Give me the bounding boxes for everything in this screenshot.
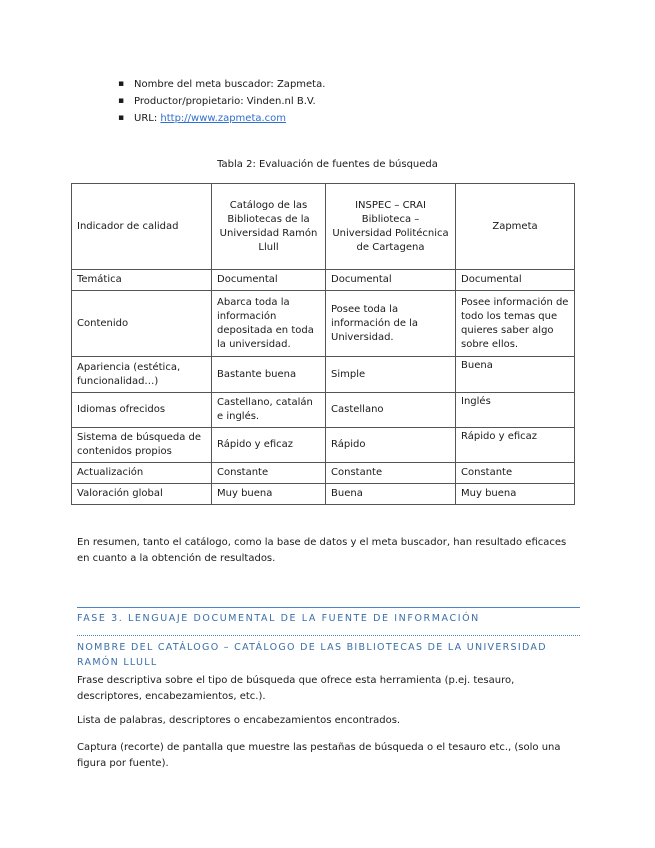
table-cell: Inglés: [456, 393, 575, 428]
evaluation-table: [71, 183, 575, 505]
zapmeta-url-link[interactable]: http://www.zapmeta.com: [160, 113, 287, 124]
table-cell: Muy buena: [212, 484, 326, 505]
table-cell: Castellano, catalán e inglés.: [212, 393, 326, 428]
table-cell: Constante: [456, 463, 575, 484]
table-cell: Documental: [456, 270, 575, 291]
screenshot-paragraph: Captura (recorte) de pantalla que muestre las pestañas de búsqueda o el tesauro etc., (solo una figura por fuente).: [77, 742, 561, 769]
table-cell: Simple: [326, 357, 456, 393]
table-cell: Muy buena: [456, 484, 575, 505]
summary-paragraph: En resumen, tanto el catálogo, como la base de datos y el meta buscador, han resultado eficaces en cuanto a la obtención de resultados.: [77, 537, 567, 564]
metasearch-name: Nombre del meta buscador: Zapmeta.: [134, 79, 326, 90]
list-item: [118, 110, 325, 127]
url-label: URL:: [134, 113, 161, 124]
table-row: [72, 291, 575, 357]
table-cell: Buena: [456, 357, 575, 393]
table-row: [72, 484, 575, 505]
table-row: [72, 393, 575, 428]
table-header-cell: Catálogo de las Bibliotecas de la Universidad Ramón Llull: [212, 184, 326, 270]
table-cell: Apariencia (estética, funcionalidad…): [72, 357, 212, 393]
source-info-list: [118, 76, 325, 127]
table-cell: Posee información de todo los temas que quieres saber algo sobre ellos.: [456, 291, 575, 357]
table-header-cell: Zapmeta: [456, 184, 575, 270]
table-cell: Documental: [326, 270, 456, 291]
table-cell: Constante: [326, 463, 456, 484]
list-item: [118, 76, 325, 93]
table-header-row: [72, 184, 575, 270]
table-cell: Rápido y eficaz: [456, 428, 575, 463]
table-header-cell: Indicador de calidad: [72, 184, 212, 270]
table-cell: Actualización: [72, 463, 212, 484]
table-cell: Abarca toda la información depositada en toda la universidad.: [212, 291, 326, 357]
table-row: [72, 270, 575, 291]
table-cell: Rápido y eficaz: [212, 428, 326, 463]
table-cell: Idiomas ofrecidos: [72, 393, 212, 428]
table-caption: Tabla 2: Evaluación de fuentes de búsqueda: [217, 159, 438, 170]
table-header-cell: INSPEC – CRAI Biblioteca – Universidad Politécnica de Cartagena: [326, 184, 456, 270]
table-cell: Contenido: [72, 291, 212, 357]
table-cell: Temática: [72, 270, 212, 291]
table-cell: Posee toda la información de la Universidad.: [326, 291, 456, 357]
table-row: [72, 463, 575, 484]
table-cell: Documental: [212, 270, 326, 291]
list-item: [118, 93, 325, 110]
owner-name: Productor/propietario: Vinden.nl B.V.: [134, 96, 316, 107]
table-cell: Bastante buena: [212, 357, 326, 393]
table-cell: Sistema de búsqueda de contenidos propios: [72, 428, 212, 463]
table-row: [72, 428, 575, 463]
word-list-paragraph: Lista de palabras, descriptores o encabezamientos encontrados.: [77, 715, 401, 726]
table-cell: Castellano: [326, 393, 456, 428]
catalog-subheading: NOMBRE DEL CATÁLOGO – CATÁLOGO DE LAS BIBLIOTECAS DE LA UNIVERSIDAD RAMÓN LLULL: [77, 635, 580, 670]
phase-heading: FASE 3. LENGUAJE DOCUMENTAL DE LA FUENTE DE INFORMACIÓN: [77, 607, 580, 624]
table-row: [72, 357, 575, 393]
table-cell: Valoración global: [72, 484, 212, 505]
table-cell: Rápido: [326, 428, 456, 463]
table-cell: Constante: [212, 463, 326, 484]
table-cell: Buena: [326, 484, 456, 505]
search-type-paragraph: Frase descriptiva sobre el tipo de búsqueda que ofrece esta herramienta (p.ej. tesauro, descriptores, encabezamientos, etc.).: [77, 675, 515, 702]
